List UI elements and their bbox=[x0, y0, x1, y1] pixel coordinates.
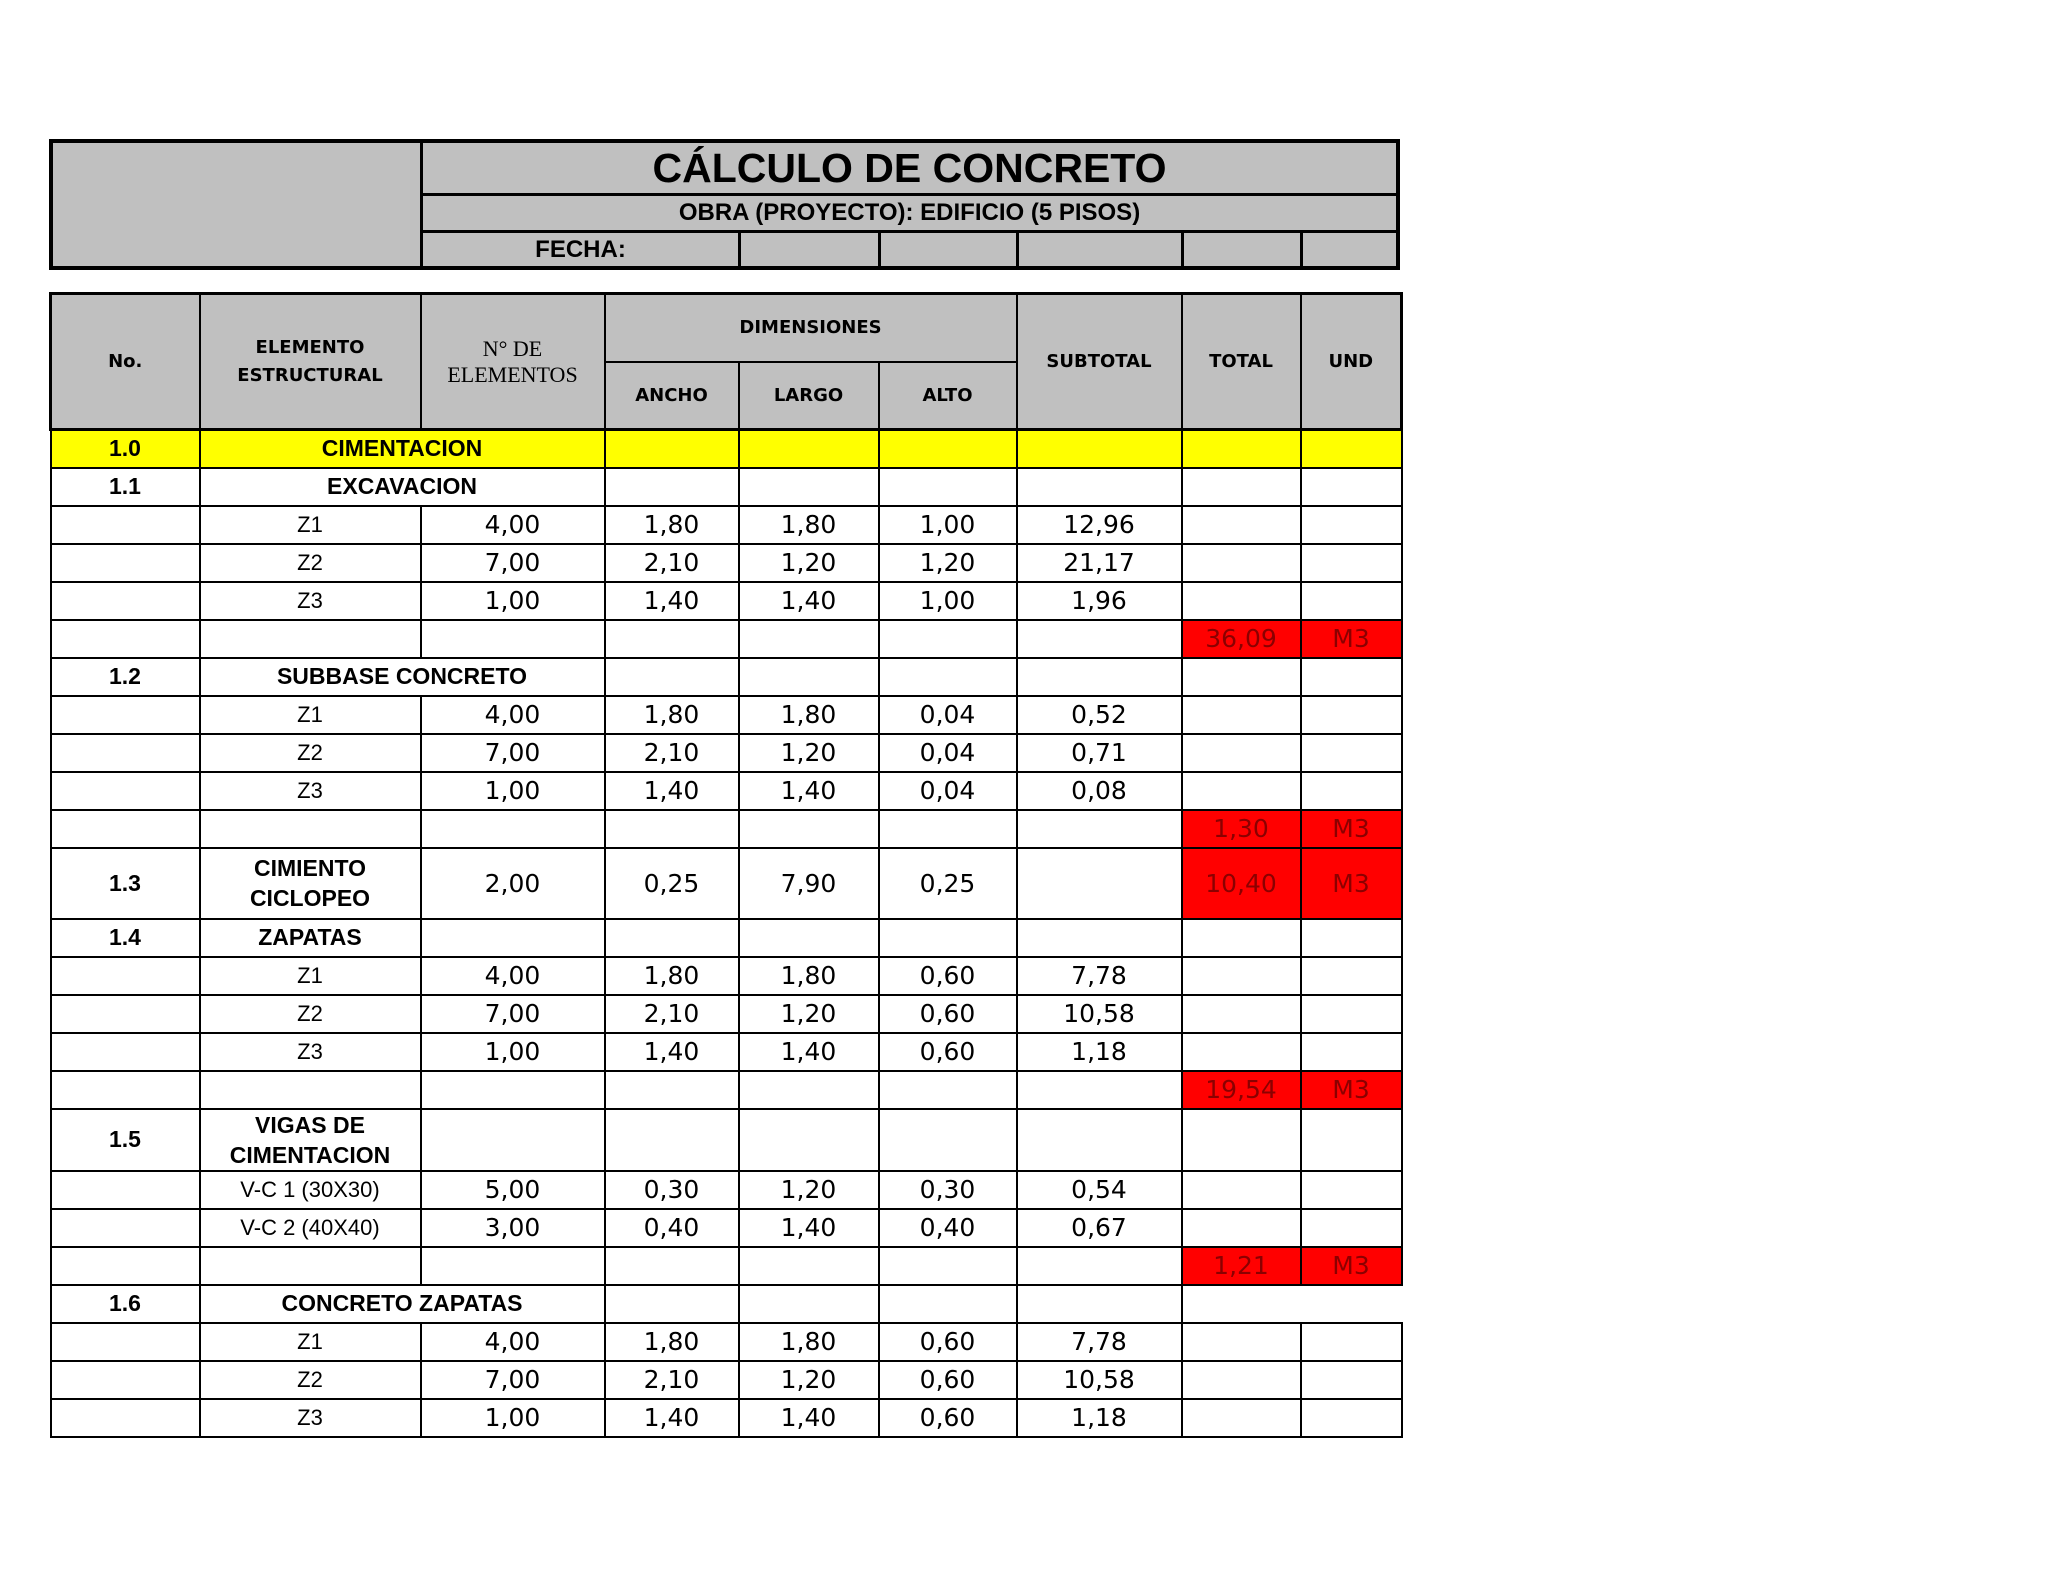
col-header-n-elementos bbox=[421, 294, 605, 430]
height-value: 0,04 bbox=[879, 696, 1017, 734]
concrete-calculation-table bbox=[49, 292, 1403, 1438]
element-name: Z3 bbox=[200, 772, 421, 810]
total-value: 19,54 bbox=[1182, 1071, 1301, 1109]
width-value: 1,80 bbox=[605, 506, 739, 544]
subtotal-value: 1,18 bbox=[1017, 1399, 1182, 1437]
height-value: 0,30 bbox=[879, 1171, 1017, 1209]
section-code: 1.0 bbox=[51, 430, 200, 468]
width-value: 2,10 bbox=[605, 734, 739, 772]
col-header-elemento bbox=[200, 294, 421, 430]
section-name: CIMENTACION bbox=[200, 430, 605, 468]
table-row[interactable] bbox=[51, 772, 1402, 810]
section-name bbox=[200, 1109, 421, 1171]
unit-value: M3 bbox=[1301, 620, 1402, 658]
height-value: 0,60 bbox=[879, 1399, 1017, 1437]
col-header-total: TOTAL bbox=[1182, 294, 1301, 430]
length-value: 1,20 bbox=[739, 1361, 879, 1399]
section-code: 1.5 bbox=[51, 1109, 200, 1171]
element-count: 7,00 bbox=[421, 995, 605, 1033]
table-row[interactable] bbox=[51, 1171, 1402, 1209]
element-name: Z2 bbox=[200, 1361, 421, 1399]
unit-value: M3 bbox=[1301, 810, 1402, 848]
subtotal-value: 0,52 bbox=[1017, 696, 1182, 734]
logo-area bbox=[53, 143, 423, 266]
element-count: 7,00 bbox=[421, 734, 605, 772]
date-cell[interactable] bbox=[741, 233, 881, 266]
width-value: 1,40 bbox=[605, 1033, 739, 1071]
length-value: 1,80 bbox=[739, 957, 879, 995]
height-value: 0,25 bbox=[879, 848, 1017, 919]
length-value: 1,80 bbox=[739, 696, 879, 734]
section-name bbox=[200, 848, 421, 919]
length-value: 1,40 bbox=[739, 1399, 879, 1437]
height-value: 0,60 bbox=[879, 1361, 1017, 1399]
element-count: 1,00 bbox=[421, 1399, 605, 1437]
element-count: 1,00 bbox=[421, 582, 605, 620]
element-name: Z2 bbox=[200, 734, 421, 772]
section-code: 1.2 bbox=[51, 658, 200, 696]
subtotal-value: 7,78 bbox=[1017, 957, 1182, 995]
element-count: 7,00 bbox=[421, 1361, 605, 1399]
width-value: 1,40 bbox=[605, 772, 739, 810]
col-header-ancho: ANCHO bbox=[605, 362, 739, 430]
col-header-alto: ALTO bbox=[879, 362, 1017, 430]
element-name: Z1 bbox=[200, 696, 421, 734]
length-value: 1,40 bbox=[739, 582, 879, 620]
length-value: 1,20 bbox=[739, 544, 879, 582]
subtotal-value: 0,54 bbox=[1017, 1171, 1182, 1209]
section-row[interactable] bbox=[51, 658, 1402, 696]
section-name-line1: VIGAS DE bbox=[255, 1111, 365, 1138]
element-count: 7,00 bbox=[421, 544, 605, 582]
element-name: Z2 bbox=[200, 544, 421, 582]
element-name: Z3 bbox=[200, 1399, 421, 1437]
col-header-n-line2: ELEMENTOS bbox=[447, 361, 578, 387]
length-value: 1,40 bbox=[739, 772, 879, 810]
length-value: 1,40 bbox=[739, 1033, 879, 1071]
col-header-dimensiones: DIMENSIONES bbox=[605, 294, 1017, 362]
element-name: V-C 2 (40X40) bbox=[200, 1209, 421, 1247]
height-value: 0,40 bbox=[879, 1209, 1017, 1247]
unit-value: M3 bbox=[1301, 1071, 1402, 1109]
section-row[interactable] bbox=[51, 430, 1402, 468]
width-value: 2,10 bbox=[605, 995, 739, 1033]
subtotal-value: 21,17 bbox=[1017, 544, 1182, 582]
height-value: 1,00 bbox=[879, 506, 1017, 544]
length-value: 1,40 bbox=[739, 1209, 879, 1247]
element-count: 4,00 bbox=[421, 1323, 605, 1361]
width-value: 1,80 bbox=[605, 1323, 739, 1361]
height-value: 0,04 bbox=[879, 734, 1017, 772]
subtotal-value: 1,96 bbox=[1017, 582, 1182, 620]
project-name: OBRA (PROYECTO): EDIFICIO (5 PISOS) bbox=[423, 196, 1396, 233]
subtotal-value: 12,96 bbox=[1017, 506, 1182, 544]
width-value: 0,30 bbox=[605, 1171, 739, 1209]
table-row[interactable] bbox=[51, 734, 1402, 772]
total-row[interactable] bbox=[51, 810, 1402, 848]
col-header-und: UND bbox=[1301, 294, 1402, 430]
width-value: 1,80 bbox=[605, 696, 739, 734]
length-value: 1,80 bbox=[739, 1323, 879, 1361]
section-name: ZAPATAS bbox=[200, 919, 421, 957]
table-row[interactable] bbox=[51, 1033, 1402, 1071]
section-name: SUBBASE CONCRETO bbox=[200, 658, 605, 696]
total-row[interactable] bbox=[51, 1247, 1402, 1285]
element-count: 1,00 bbox=[421, 772, 605, 810]
height-value: 1,00 bbox=[879, 582, 1017, 620]
date-label: FECHA: bbox=[423, 233, 741, 266]
element-name: Z1 bbox=[200, 957, 421, 995]
width-value: 1,40 bbox=[605, 582, 739, 620]
subtotal-value: 7,78 bbox=[1017, 1323, 1182, 1361]
length-value: 1,20 bbox=[739, 995, 879, 1033]
col-header-largo: LARGO bbox=[739, 362, 879, 430]
width-value: 0,40 bbox=[605, 1209, 739, 1247]
width-value: 1,40 bbox=[605, 1399, 739, 1437]
length-value: 1,20 bbox=[739, 734, 879, 772]
width-value: 2,10 bbox=[605, 544, 739, 582]
height-value: 0,60 bbox=[879, 1323, 1017, 1361]
section-name-line2: CIMENTACION bbox=[229, 1141, 391, 1168]
element-name: Z1 bbox=[200, 506, 421, 544]
date-cell[interactable] bbox=[1019, 233, 1184, 266]
total-row[interactable] bbox=[51, 620, 1402, 658]
total-value: 1,30 bbox=[1182, 810, 1301, 848]
section-code: 1.6 bbox=[51, 1285, 200, 1323]
table-row[interactable] bbox=[51, 544, 1402, 582]
element-name: Z2 bbox=[200, 995, 421, 1033]
col-header-elemento-line1: ELEMENTO bbox=[255, 336, 365, 358]
total-value: 36,09 bbox=[1182, 620, 1301, 658]
height-value: 0,04 bbox=[879, 772, 1017, 810]
section-name: EXCAVACION bbox=[200, 468, 605, 506]
width-value: 1,80 bbox=[605, 957, 739, 995]
subtotal-value: 0,71 bbox=[1017, 734, 1182, 772]
length-value: 1,80 bbox=[739, 506, 879, 544]
col-header-subtotal: SUBTOTAL bbox=[1017, 294, 1182, 430]
element-count: 2,00 bbox=[421, 848, 605, 919]
height-value: 0,60 bbox=[879, 1033, 1017, 1071]
element-count: 4,00 bbox=[421, 696, 605, 734]
section-code: 1.3 bbox=[51, 848, 200, 919]
table-row[interactable] bbox=[51, 957, 1402, 995]
date-cell[interactable] bbox=[881, 233, 1019, 266]
length-value: 7,90 bbox=[739, 848, 879, 919]
element-count: 3,00 bbox=[421, 1209, 605, 1247]
element-count: 4,00 bbox=[421, 506, 605, 544]
section-name: CONCRETO ZAPATAS bbox=[200, 1285, 605, 1323]
sheet-header bbox=[49, 139, 1400, 270]
col-header-n-line1: N° DE bbox=[482, 335, 543, 361]
element-count: 4,00 bbox=[421, 957, 605, 995]
table-row[interactable] bbox=[51, 1323, 1402, 1361]
section-name-line1: CIMIENTO bbox=[253, 855, 367, 881]
total-row[interactable] bbox=[51, 1071, 1402, 1109]
col-header-no: No. bbox=[51, 294, 200, 430]
subtotal-value: 10,58 bbox=[1017, 1361, 1182, 1399]
element-name: Z3 bbox=[200, 582, 421, 620]
date-cell[interactable] bbox=[1184, 233, 1303, 266]
element-name: V-C 1 (30X30) bbox=[200, 1171, 421, 1209]
total-value: 1,21 bbox=[1182, 1247, 1301, 1285]
unit-value: M3 bbox=[1301, 1247, 1402, 1285]
subtotal-value: 1,18 bbox=[1017, 1033, 1182, 1071]
table-row[interactable] bbox=[51, 995, 1402, 1033]
section-row[interactable] bbox=[51, 468, 1402, 506]
section-row[interactable] bbox=[51, 1109, 1402, 1171]
table-row[interactable] bbox=[51, 1399, 1402, 1437]
total-value: 10,40 bbox=[1182, 848, 1301, 919]
section-row[interactable] bbox=[51, 919, 1402, 957]
element-name: Z1 bbox=[200, 1323, 421, 1361]
section-name-line2: CICLOPEO bbox=[249, 885, 371, 911]
date-row bbox=[423, 233, 1396, 266]
element-count: 1,00 bbox=[421, 1033, 605, 1071]
height-value: 1,20 bbox=[879, 544, 1017, 582]
section-row[interactable] bbox=[51, 1285, 1402, 1323]
length-value: 1,20 bbox=[739, 1171, 879, 1209]
width-value: 2,10 bbox=[605, 1361, 739, 1399]
section-code: 1.1 bbox=[51, 468, 200, 506]
unit-value: M3 bbox=[1301, 848, 1402, 919]
table-row[interactable] bbox=[51, 506, 1402, 544]
height-value: 0,60 bbox=[879, 957, 1017, 995]
page-title: CÁLCULO DE CONCRETO bbox=[423, 143, 1396, 196]
section-code: 1.4 bbox=[51, 919, 200, 957]
table-row[interactable] bbox=[51, 1209, 1402, 1247]
section-row[interactable] bbox=[51, 848, 1402, 919]
col-header-elemento-line2: ESTRUCTURAL bbox=[237, 364, 383, 386]
table-row[interactable] bbox=[51, 582, 1402, 620]
height-value: 0,60 bbox=[879, 995, 1017, 1033]
element-name: Z3 bbox=[200, 1033, 421, 1071]
date-cell[interactable] bbox=[1303, 233, 1402, 266]
subtotal-value: 10,58 bbox=[1017, 995, 1182, 1033]
subtotal-value: 0,67 bbox=[1017, 1209, 1182, 1247]
table-row[interactable] bbox=[51, 1361, 1402, 1399]
table-row[interactable] bbox=[51, 696, 1402, 734]
width-value: 0,25 bbox=[605, 848, 739, 919]
element-count: 5,00 bbox=[421, 1171, 605, 1209]
subtotal-value: 0,08 bbox=[1017, 772, 1182, 810]
